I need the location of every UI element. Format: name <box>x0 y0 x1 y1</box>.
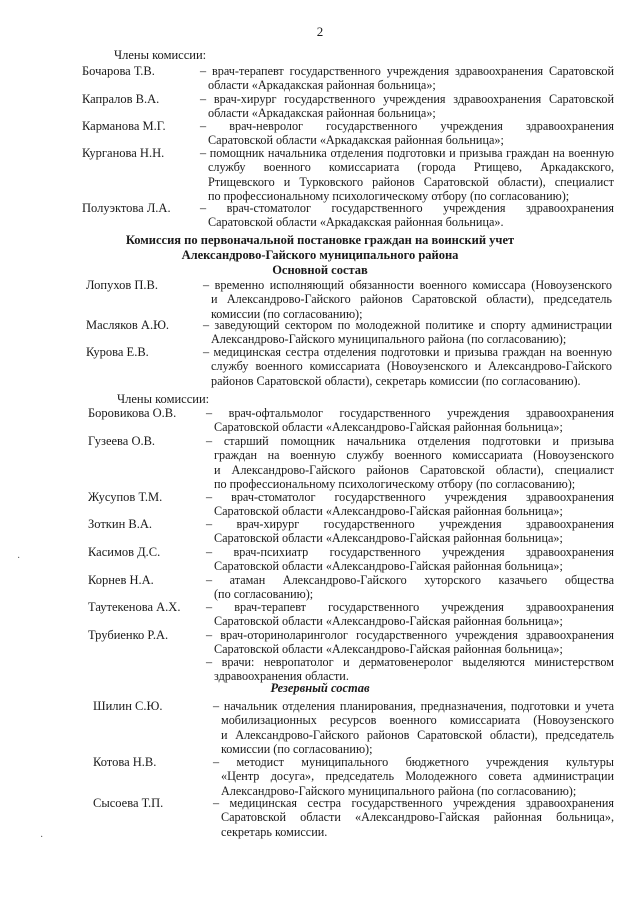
position-line: – заведующий сектором по молодежной политике и спорту администрации <box>203 318 612 332</box>
position-line: – врач-офтальмолог государственного учреждения здравоохранения <box>206 406 614 420</box>
position-line: Саратовской области «Александрово-Гайская районная больница»; <box>214 531 563 546</box>
position-line: «Центр досуга», председатель Молодежного совета администрации <box>221 769 614 784</box>
commission-title-line-1: Комиссия по первоначальной постановке граждан на воинский учет <box>125 233 515 247</box>
position-line: – методист муниципального бюджетного учреждения культуры <box>213 755 614 769</box>
member-name: Касимов Д.С. <box>88 545 161 559</box>
member-position <box>206 434 614 492</box>
position-line: – атаман Александрово-Гайского хуторского казачьего общества <box>206 573 614 587</box>
member-position <box>206 600 614 629</box>
position-line: и Александрово-Гайского районов Саратовской области), председатель <box>221 727 614 742</box>
position-line: районов Саратовской области), секретарь комиссии (по согласованию). <box>211 373 581 388</box>
member-position <box>200 201 614 230</box>
position-line: Саратовской области «Аркадакская районная больница». <box>208 215 504 230</box>
member-name: Гузеева О.В. <box>88 434 156 448</box>
position-line: Саратовской области «Александрово-Гайская районная больница»; <box>214 614 563 629</box>
position-line: и Александрово-Гайского районов Саратовской области), председатель <box>211 292 612 307</box>
member-name: Курова Е.В. <box>86 345 149 359</box>
margin-mark: · <box>40 832 44 843</box>
member-position <box>203 345 612 388</box>
member-position <box>213 699 614 757</box>
members-label-1: Члены комиссии: <box>114 48 207 62</box>
position-line: (по согласованию); <box>214 587 314 602</box>
position-line: – врач-хирург государственного учреждения здравоохранения <box>206 517 614 531</box>
member-name: Масляков А.Ю. <box>86 318 170 332</box>
member-name: Жусупов Т.М. <box>88 490 163 504</box>
position-line: по профессиональному психологическому отбору (по согласованию); <box>214 477 576 492</box>
position-line: комиссии (по согласованию); <box>221 742 373 757</box>
member-name: Боровикова О.В. <box>88 406 177 420</box>
position-line: Александрово-Гайского муниципального района (по согласованию); <box>221 783 577 798</box>
margin-mark: · <box>17 553 21 564</box>
position-line: – врач-терапевт государственного учреждения здравоохранения <box>206 600 614 614</box>
position-line: – врач-психиатр государственного учреждения здравоохранения <box>206 545 614 559</box>
position-line: граждан на военную службу военного комиссариата (Новоузенского <box>214 448 614 463</box>
commission-title <box>0 233 640 262</box>
member-name: Полуэктова Л.А. <box>82 201 171 215</box>
member-position <box>200 64 614 93</box>
member-name: Таутекенова А.Х. <box>88 600 181 614</box>
member-position <box>200 119 614 148</box>
member-name: Капралов В.А. <box>82 92 160 106</box>
position-line: здравоохранения области. <box>214 669 349 684</box>
member-position <box>206 628 614 657</box>
position-line: – врач-оториноларинголог государственного учреждения здравоохранения <box>206 628 614 642</box>
position-line: – врач-стоматолог государственного учреждения здравоохранения <box>206 490 614 504</box>
member-position <box>206 545 614 574</box>
member-position <box>200 92 614 121</box>
position-line: – старший помощник начальника отделения подготовки и призыва <box>206 434 614 448</box>
position-line: – врач-терапевт государственного учреждения здравоохранения Саратовской <box>200 64 614 78</box>
member-name: Корнев Н.А. <box>88 573 154 587</box>
member-name: Котова Н.В. <box>93 755 157 769</box>
member-name: Бочарова Т.В. <box>82 64 155 78</box>
position-line: области «Аркадакская районная больница»; <box>208 106 436 121</box>
member-name: Зоткин В.А. <box>88 517 153 531</box>
position-line: – врачи: невропатолог и дерматовенеролог выделяются министерством <box>206 655 614 669</box>
position-line: Ртищевского и Турковского районов Саратовской области), специалист <box>208 174 614 189</box>
position-line: области «Аркадакская районная больница»; <box>208 78 436 93</box>
position-line: комиссии (по согласованию); <box>211 306 363 321</box>
members-label-2: Члены комиссии: <box>117 392 210 406</box>
member-name: Курганова Н.Н. <box>82 146 165 160</box>
position-line: мобилизационных ресурсов военного комиссариата (Новоузенского <box>221 713 614 728</box>
position-line: по профессиональному психологическому отбору (по согласованию); <box>208 189 570 204</box>
member-position <box>200 146 614 204</box>
position-line: секретарь комиссии. <box>221 824 328 839</box>
member-position <box>206 517 614 546</box>
member-name: Шилин С.Ю. <box>93 699 163 713</box>
position-line: – начальник отделения планирования, предназначения, подготовки и учета <box>213 699 614 713</box>
member-position <box>206 573 614 602</box>
member-position <box>213 796 614 839</box>
commission-title-line-2: Александрово-Гайского муниципального района <box>181 247 459 262</box>
position-line: Саратовской области «Александрово-Гайская районная больница»; <box>214 559 563 574</box>
position-line: – медицинская сестра государственного учреждения здравоохранения <box>213 796 614 810</box>
member-name: Трубиенко Р.А. <box>88 628 169 642</box>
position-line: Саратовской области «Александрово-Гайская районная больница»; <box>214 504 563 519</box>
position-line: – помощник начальника отделения подготовки и призыва граждан на военную <box>200 146 614 160</box>
member-position <box>203 318 612 347</box>
member-position <box>213 755 614 798</box>
page-number: 2 <box>316 24 324 39</box>
position-line: службу военного комиссариата (Новоузенского и Александрово-Гайского <box>211 359 612 374</box>
position-line: и Александрово-Гайского районов Саратовской области), специалист <box>214 462 614 477</box>
position-line: Саратовской области «Александрово-Гайская районная больница»; <box>214 642 563 657</box>
position-line: – временно исполняющий обязанности военного комиссара (Новоузенского <box>203 278 612 292</box>
member-position <box>203 278 612 321</box>
position-line: – медицинская сестра отделения подготовки и призыва граждан на военную <box>203 345 612 359</box>
position-line: Саратовской области «Александрово-Гайская районная больница», <box>221 810 614 825</box>
position-line: Саратовской области «Александрово-Гайская районная больница»; <box>214 420 563 435</box>
position-line: – врач-стоматолог государственного учреждения здравоохранения <box>200 201 614 215</box>
member-name: Лопухов П.В. <box>86 278 159 292</box>
reserve-composition-heading: Резервный состав <box>270 681 370 695</box>
position-line: – врач-невролог государственного учреждения здравоохранения <box>200 119 614 133</box>
member-position <box>206 655 614 684</box>
member-position <box>206 490 614 519</box>
position-line: – врач-хирург государственного учреждения здравоохранения Саратовской <box>200 92 614 106</box>
member-name: Сысоева Т.П. <box>93 796 164 810</box>
position-line: службу военного комиссариата (города Ртищево, Аркадакского, <box>208 160 614 175</box>
position-line: Александрово-Гайского муниципального района (по согласованию); <box>211 332 567 347</box>
member-position <box>206 406 614 435</box>
main-composition-heading: Основной состав <box>272 263 368 277</box>
member-name: Карманова М.Г. <box>82 119 166 133</box>
position-line: Саратовской области «Аркадакская районная больница»; <box>208 133 504 148</box>
